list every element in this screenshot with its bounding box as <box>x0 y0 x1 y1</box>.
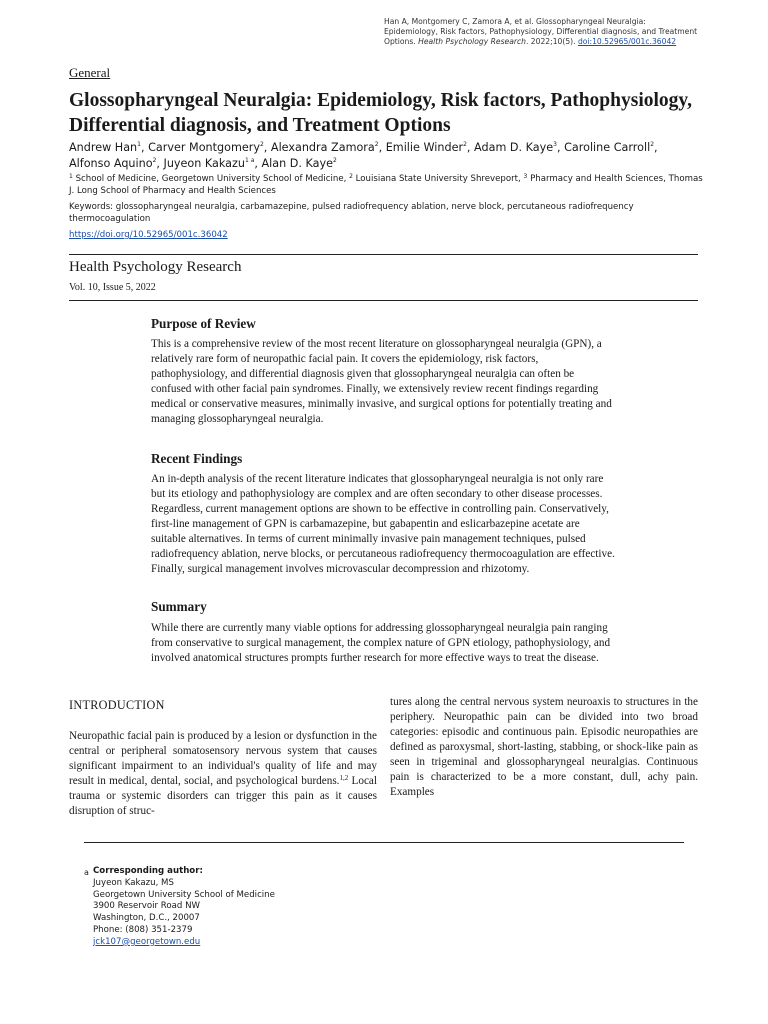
author-list: Andrew Han$^1$, Carver Montgomery$^2$, Alexandra Zamora$^2$, Emilie Winder$^2$, Adam D. Kaye$^3$, Caroline Carroll$^2$, Alfonso Aquino$^2$, Juyeon Kakazu$^{1 a}$, Alan D. Kaye$^2$ <box>69 141 658 170</box>
corresponding-author-note <box>93 866 393 949</box>
author: Alexandra Zamora$^2$ <box>270 141 379 154</box>
footnote-marker: a <box>84 868 89 877</box>
journal-name: Health Psychology Research <box>69 259 242 275</box>
body-column-right: tures along the central nervous system neuroaxis to structures in the periphery. Neuropathic pain can be divided into two broad categories: episodic and continuous pain. Episodic neuropathies are defined as paroxysmal, short-lasting, stabbing, or shock-like pain as seen in trigeminal and glossopharyngeal neuralgias. Continuous pain is characterized to be a more constant, dull, achy pain. Examples <box>390 696 698 798</box>
doi-link[interactable]: https://doi.org/10.52965/001c.36042 <box>69 230 228 240</box>
section-label: General <box>69 65 111 80</box>
body-column-left: Neuropathic facial pain is produced by a lesion or dysfunction in the central or peripheral somatosensory nervous system that causes significant impairment to an individual's quality of life and may result in medical, dental, social, and psychological burdens.$^{1,2}$ Local trauma or systemic disorders can trigger this pain as it causes disruption of struc- <box>69 730 377 817</box>
divider <box>69 300 698 301</box>
citation-ref[interactable]: 1,2 <box>339 774 349 782</box>
purpose-heading: Purpose of Review <box>151 316 256 331</box>
keywords: Keywords: glossopharyngeal neuralgia, carbamazepine, pulsed radiofrequency ablation, nerve block, percutaneous radiofrequency thermocoagulation <box>69 202 634 224</box>
footnote-divider <box>84 842 684 843</box>
findings-text: An in-depth analysis of the recent literature indicates that glossopharyngeal neuralgia is not only rare but its etiology and pathophysiology are complex and are often secondary to other disease processes. Regardless, current management options are shown to be effective in controlling pain. Conservatively, first-line management of GPN is carbamazepine, but gabapentin and eslicarbazepine acetate are suitable alternatives. In terms of current minimally invasive pain management techniques, pulsed radiofrequency ablation, nerve blocks, or percutaneous radiofrequency thermocoagulation are effective. Finally, surgical management involves microvascular decompression and rhizotomy. <box>151 473 615 575</box>
footnote-heading: Corresponding author: <box>93 866 203 876</box>
divider <box>69 254 698 255</box>
footnote-line: Washington, D.C., 20007 <box>93 913 200 924</box>
purpose-text: This is a comprehensive review of the most recent literature on glossopharyngeal neuralgia (GPN), a relatively rare form of neuropathic facial pain. It covers the epidemiology, risk factors, pathophysiology, and differential diagnosis given that glossopharyngeal neuralgia can often be confused with other facial pain syndromes. Finally, we extensively review recent findings regarding medical or conservative measures, minimally invasive, and surgical options for potentially treating and managing glossopharyngeal neuralgia. <box>151 338 612 425</box>
footnote-line: 3900 Reservoir Road NW <box>93 901 200 912</box>
author: Caroline Carroll$^2$ <box>564 141 655 154</box>
author: Alfonso Aquino$^2$ <box>69 157 157 170</box>
footnote-line: Phone: (808) 351-2379 <box>93 924 193 935</box>
author: Andrew Han$^1$ <box>69 141 141 154</box>
author: Emilie Winder$^2$ <box>385 141 467 154</box>
citation-header <box>384 17 702 47</box>
footnote-line: Georgetown University School of Medicine <box>93 889 275 900</box>
summary-heading: Summary <box>151 599 207 614</box>
citation-text: Han A, Montgomery C, Zamora A, et al. Glossopharyngeal Neuralgia: Epidemiology, Risk factors, Pathophysiology, Differential diagnosis, and Treatment Options. <box>384 17 698 46</box>
summary-text: While there are currently many viable options for addressing glossopharyngeal neuralgia pain ranging from conservative to surgical management, the complex nature of GPN etiology, pathophysiology, and involved anatomical structures prompts further research for more effective ways to treat the disease. <box>151 622 611 664</box>
introduction-heading: INTRODUCTION <box>69 698 165 712</box>
citation-doi-link[interactable]: doi:10.52965/001c.36042 <box>577 37 677 46</box>
author: Juyeon Kakazu$^{1 a}$ <box>163 157 255 170</box>
author: Adam D. Kaye$^3$ <box>474 141 557 154</box>
author: Alan D. Kaye$^2$ <box>261 157 337 170</box>
affiliations: $^1$ School of Medicine, Georgetown University School of Medicine, $^2$ Louisiana State University Shreveport, $^3$ Pharmacy and Health Sciences, Thomas J. Long School of Pharmacy and Health Sciences <box>69 173 703 196</box>
author: Carver Montgomery$^2$ <box>148 141 264 154</box>
email-link[interactable]: jck107@georgetown.edu <box>93 936 201 947</box>
article-title: Glossopharyngeal Neuralgia: Epidemiology, Risk factors, Pathophysiology, Differential diagnosis, and Treatment Options <box>69 90 692 136</box>
citation-volume: . 2022;10(5). <box>525 37 578 46</box>
footnote-line: Juyeon Kakazu, MS <box>93 877 174 888</box>
citation-journal: Health Psychology Research <box>418 37 526 46</box>
journal-volume: Vol. 10, Issue 5, 2022 <box>69 282 156 293</box>
findings-heading: Recent Findings <box>151 451 243 466</box>
